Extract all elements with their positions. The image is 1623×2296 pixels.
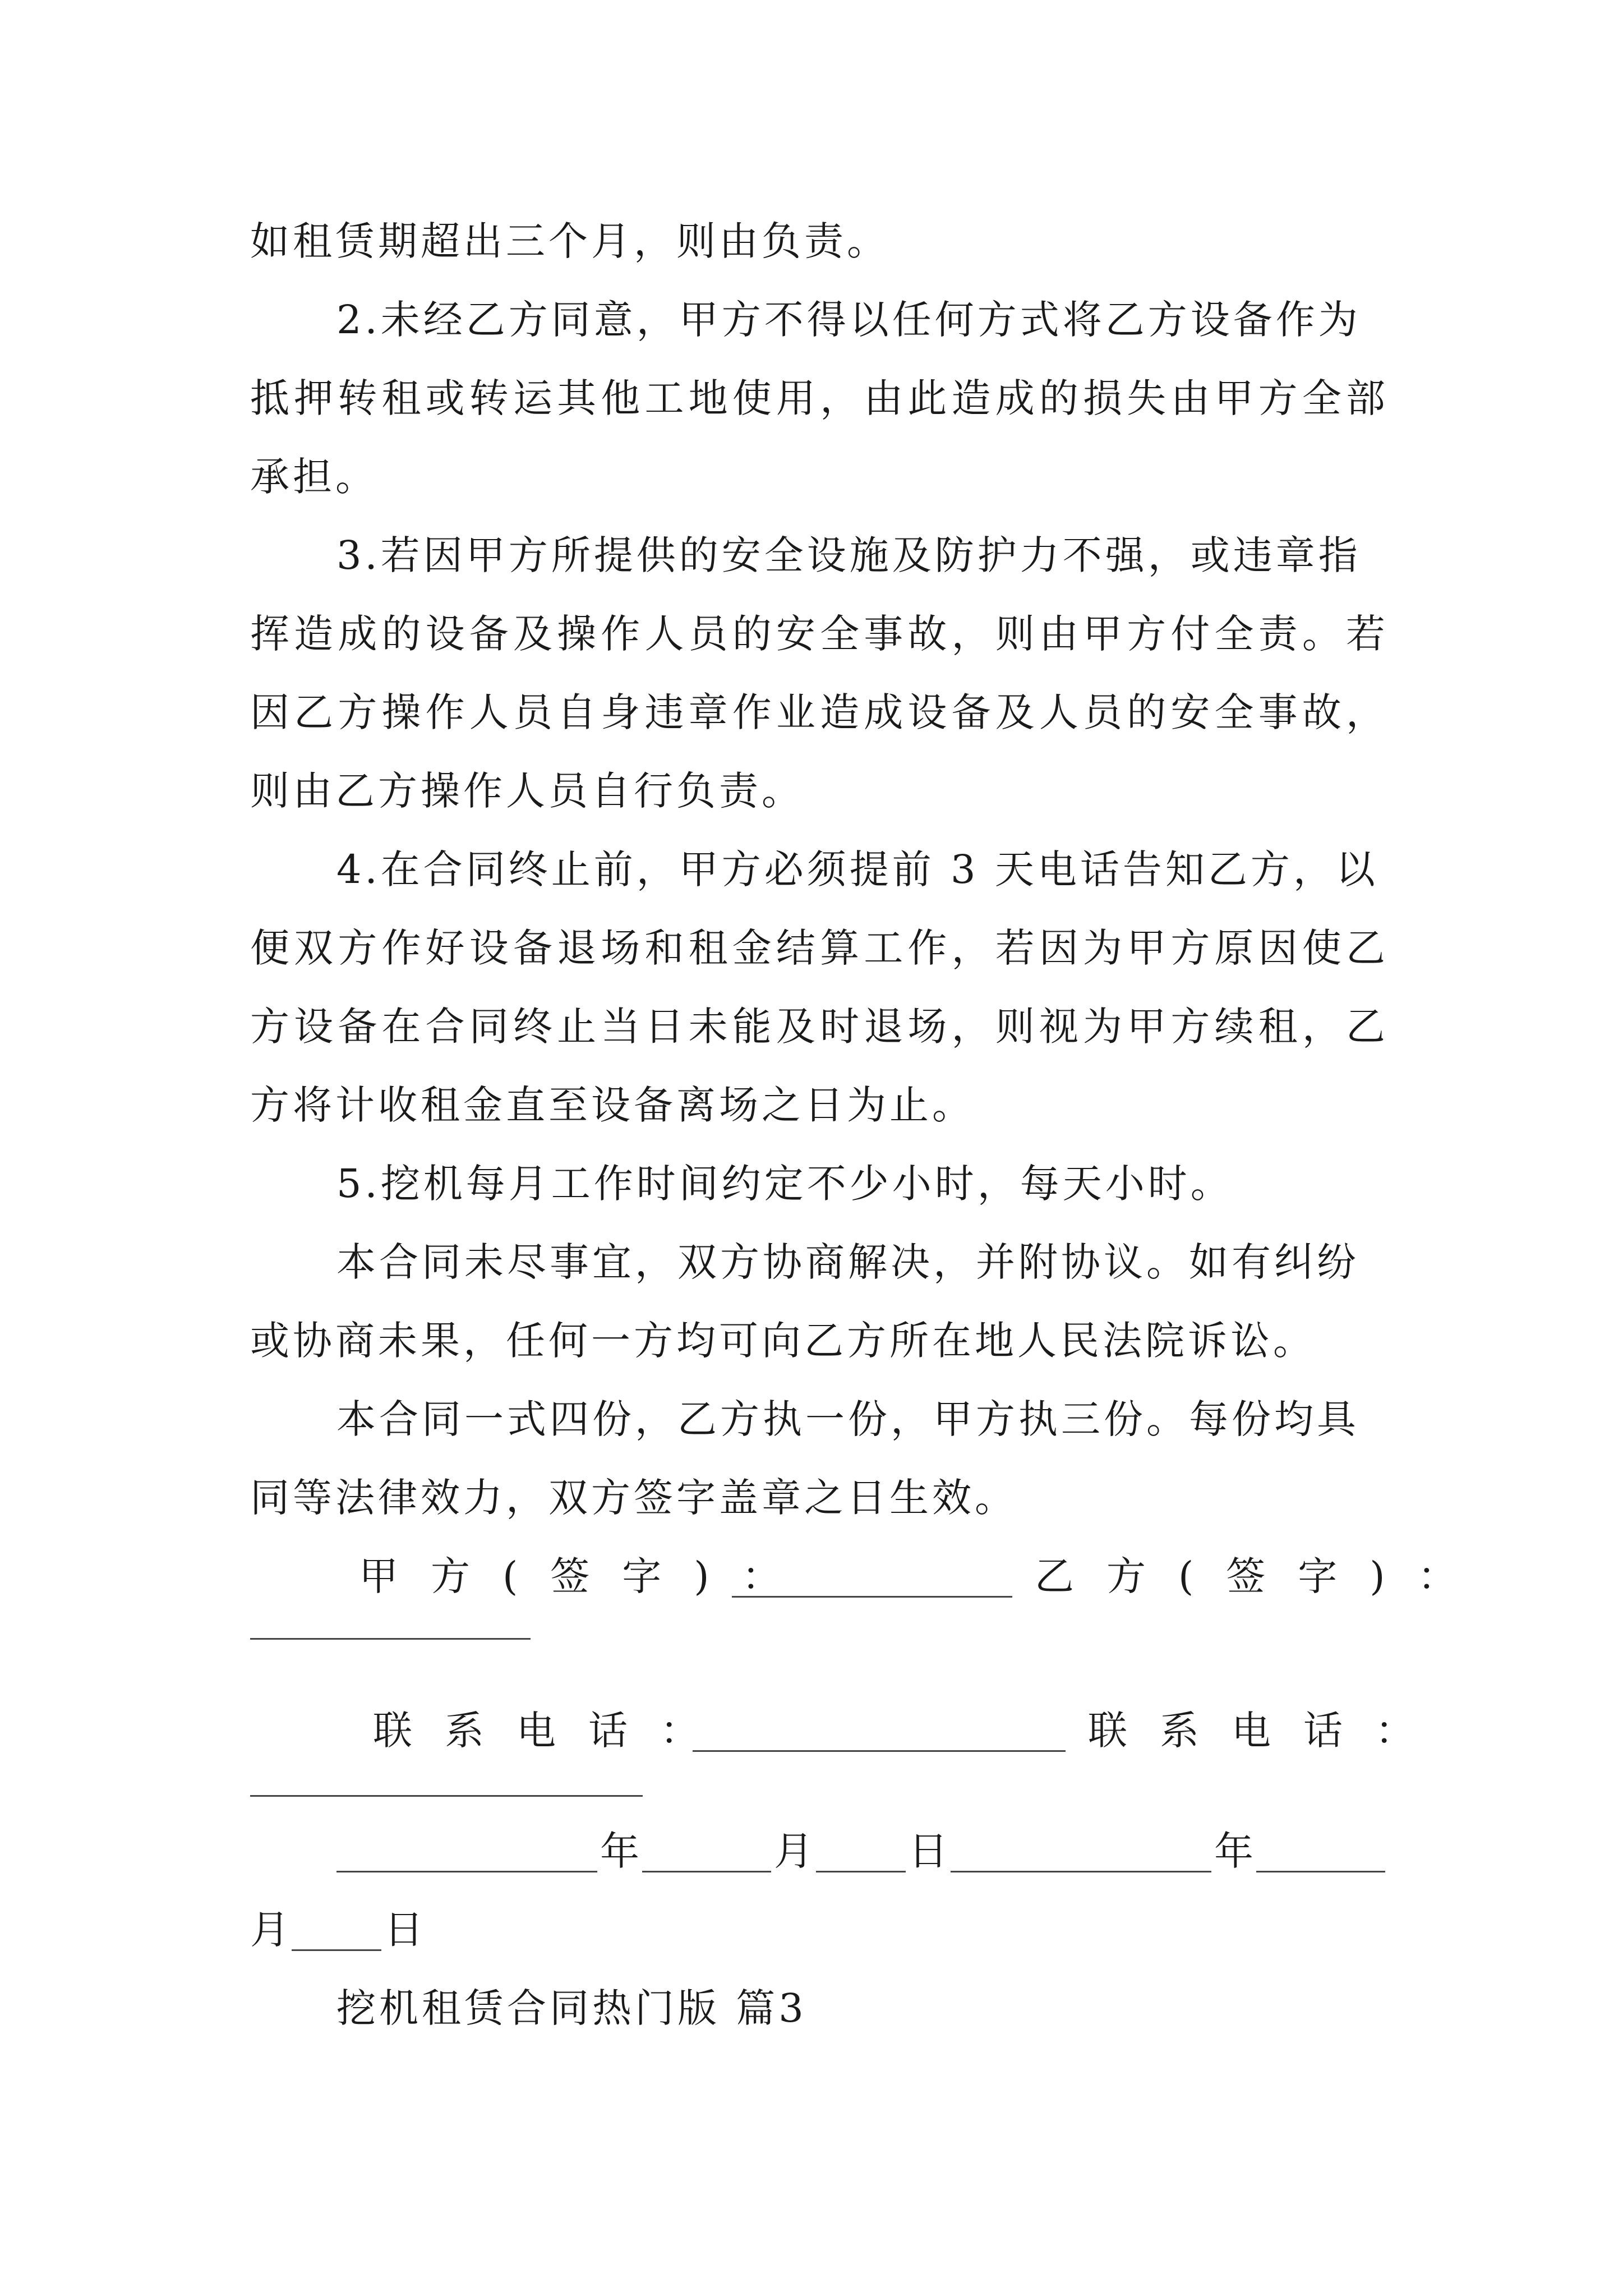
paragraph-line: 2.未经乙方同意，甲方不得以任何方式将乙方设备作为 xyxy=(336,297,1361,343)
party-a-phone-blank xyxy=(693,1750,1066,1752)
paragraph-line: 本合同一式四份，乙方执一份，甲方执三份。每份均具 xyxy=(336,1396,1359,1442)
party-b-month-blank xyxy=(1256,1871,1385,1872)
party-b-day-label: 日 xyxy=(384,1907,427,1953)
paragraph-line: 便双方作好设备退场和租金结算工作，若因为甲方原因使乙 xyxy=(250,925,1385,971)
party-a-year-label: 年 xyxy=(600,1828,643,1874)
paragraph-line: 或协商未果，任何一方均可向乙方所在地人民法院诉讼。 xyxy=(250,1318,1316,1364)
party-b-day-blank xyxy=(292,1949,381,1951)
paragraph-line: 承担。 xyxy=(250,454,378,500)
party-b-phone-blank xyxy=(250,1795,643,1797)
party-a-day-label: 日 xyxy=(909,1828,951,1874)
party-a-month-label: 月 xyxy=(774,1828,817,1874)
party-b-year-blank xyxy=(951,1871,1211,1872)
paragraph-line: 3.若因甲方所提供的安全设施及防护力不强，或违章指 xyxy=(336,532,1361,578)
party-a-month-blank xyxy=(642,1871,771,1872)
paragraph-line: 因乙方操作人员自身违章作业造成设备及人员的安全事故， xyxy=(250,689,1385,735)
party-a-year-blank xyxy=(336,1871,597,1872)
paragraph-line: 如租赁期超出三个月，则由负责。 xyxy=(250,218,889,264)
paragraph-line: 5.挖机每月工作时间约定不少小时，每天小时。 xyxy=(336,1161,1233,1207)
party-b-phone-label: 联系电话： xyxy=(1088,1708,1447,1754)
paragraph-line: 方将计收租金直至设备离场之日为止。 xyxy=(250,1082,975,1128)
next-section-heading: 挖机租赁合同热门版 篇3 xyxy=(336,1985,807,2031)
paragraph-line: 挥造成的设备及操作人员的安全事故，则由甲方付全责。若 xyxy=(250,611,1385,657)
paragraph-line: 方设备在合同终止当日未能及时退场，则视为甲方续租，乙 xyxy=(250,1004,1385,1050)
paragraph-line: 同等法律效力，双方签字盖章之日生效。 xyxy=(250,1475,1017,1521)
paragraph-line: 4.在合同终止前，甲方必须提前 3 天电话告知乙方，以 xyxy=(336,846,1378,892)
party-a-signature-label: 甲方(签字)： xyxy=(359,1553,814,1599)
paragraph-line: 则由乙方操作人员自行负责。 xyxy=(250,768,804,814)
party-a-signature-blank xyxy=(732,1596,1012,1598)
party-b-signature-label: 乙方(签字)： xyxy=(1035,1553,1490,1599)
party-a-phone-label: 联系电话： xyxy=(373,1708,732,1754)
party-b-year-label: 年 xyxy=(1214,1828,1257,1874)
party-b-month-label: 月 xyxy=(250,1907,293,1953)
party-a-day-blank xyxy=(816,1871,906,1872)
party-b-signature-blank xyxy=(250,1638,531,1640)
paragraph-line: 本合同未尽事宜，双方协商解决，并附协议。如有纠纷 xyxy=(336,1239,1359,1285)
paragraph-line: 抵押转租或转运其他工地使用，由此造成的损失由甲方全部 xyxy=(250,375,1385,421)
